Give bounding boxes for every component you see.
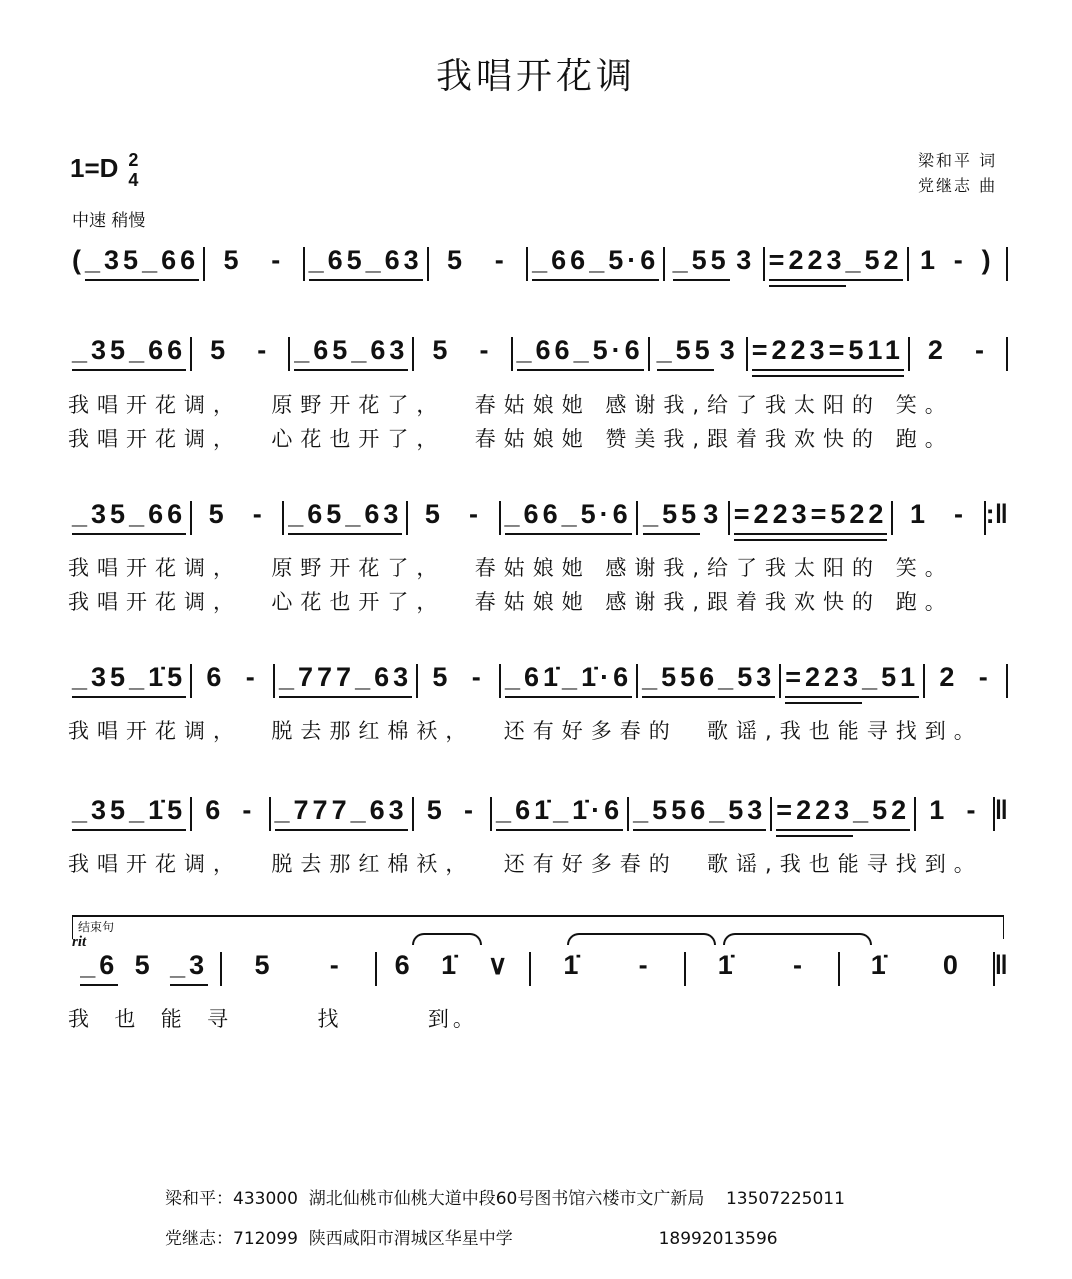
key-signature bbox=[70, 150, 138, 190]
note-group: =223 bbox=[785, 662, 862, 698]
note-group: - bbox=[245, 662, 259, 692]
measure bbox=[305, 245, 427, 281]
note-group: 5 bbox=[208, 499, 228, 529]
time-signature bbox=[128, 150, 138, 190]
note-group: 5 bbox=[432, 335, 452, 365]
note-group: _66 bbox=[142, 245, 199, 281]
note-group: _52 bbox=[853, 795, 910, 831]
note-group: 5 bbox=[432, 662, 452, 692]
end-barline: :‖ bbox=[985, 499, 1009, 529]
note-group: =223 bbox=[769, 245, 846, 281]
measure bbox=[840, 950, 992, 984]
note-group: _556 bbox=[642, 662, 718, 698]
note-group: - bbox=[966, 795, 980, 825]
staff-line bbox=[68, 335, 1008, 375]
measure bbox=[205, 245, 302, 279]
note-group: 6 bbox=[205, 795, 225, 825]
note-group: - bbox=[329, 950, 343, 980]
note-group: _35 bbox=[72, 795, 129, 831]
measure bbox=[68, 335, 190, 371]
measure bbox=[513, 335, 648, 371]
note-group: _35 bbox=[72, 335, 129, 371]
note-group: - bbox=[494, 245, 508, 275]
note-group: _3 bbox=[170, 950, 208, 986]
measure bbox=[501, 499, 636, 535]
note-group: _777 bbox=[275, 795, 351, 831]
note-group: _63 bbox=[355, 662, 412, 698]
note-group: _6 bbox=[80, 950, 118, 986]
note-group: - bbox=[974, 335, 988, 365]
note-group: _65 bbox=[309, 245, 366, 281]
note-group: - bbox=[479, 335, 493, 365]
note-group: 2 bbox=[939, 662, 959, 692]
measure bbox=[748, 335, 908, 371]
note-group: _35 bbox=[85, 245, 142, 281]
note-group: _5·6 bbox=[562, 499, 632, 535]
ending-label: 结束句 bbox=[78, 920, 115, 934]
tie-arc bbox=[412, 933, 482, 945]
staff-line bbox=[68, 499, 1008, 539]
staff-line bbox=[68, 795, 1008, 835]
ending-lyrics: 我 也 能 寻 找 到。 bbox=[68, 1007, 478, 1031]
note-group: 1̇ bbox=[441, 950, 461, 980]
song-title: 我唱开花调 bbox=[435, 56, 636, 97]
measure bbox=[492, 795, 627, 831]
note-group: _1̇·6 bbox=[553, 795, 623, 831]
note-group: - bbox=[953, 245, 967, 275]
measure bbox=[414, 795, 490, 829]
staff-line bbox=[68, 662, 1008, 702]
measure bbox=[501, 662, 636, 698]
bar-line bbox=[1006, 664, 1008, 698]
note-group: 5 bbox=[424, 499, 444, 529]
ts-top: 2 bbox=[128, 150, 139, 170]
note-group: _66 bbox=[517, 335, 574, 371]
note-group: _1̇5 bbox=[129, 795, 186, 831]
note-group: =223 bbox=[752, 335, 829, 371]
measure bbox=[781, 662, 923, 698]
measure bbox=[638, 499, 728, 535]
bar-line bbox=[1006, 247, 1008, 281]
note-group: 1̇ bbox=[870, 950, 890, 980]
staff-line bbox=[68, 245, 1008, 285]
measure bbox=[284, 499, 406, 535]
measure bbox=[377, 950, 529, 984]
note-group: _35 bbox=[72, 662, 129, 698]
measure bbox=[68, 950, 220, 986]
note-group: _61̇ bbox=[496, 795, 553, 831]
measure bbox=[638, 662, 779, 698]
note-group: 1 bbox=[919, 245, 939, 275]
measure bbox=[910, 335, 1006, 369]
measure bbox=[192, 795, 268, 829]
note-group: _556 bbox=[633, 795, 709, 831]
measure bbox=[68, 245, 203, 281]
note-group: - bbox=[471, 662, 485, 692]
key-text: 1=D bbox=[70, 152, 119, 183]
note-group: _63 bbox=[345, 499, 402, 535]
note-group: _66 bbox=[129, 335, 186, 371]
footer-contact-composer: 党继志：712099 陕西咸阳市渭城区华星中学 18992013596 bbox=[165, 1229, 778, 1249]
measure bbox=[528, 245, 663, 281]
footer-contact-lyricist: 梁和平：433000 湖北仙桃市仙桃大道中段60号图书馆六楼市文广新局 13507225011 bbox=[165, 1189, 845, 1209]
measure bbox=[414, 335, 510, 369]
note-group: _66 bbox=[505, 499, 562, 535]
note-group: 3 bbox=[703, 499, 723, 529]
staff-line bbox=[68, 950, 1008, 990]
note-group: 5 bbox=[447, 245, 467, 275]
note-group: _55 bbox=[657, 335, 714, 371]
lyrics-line: 我唱开花调， 脱去那红棉袄， 还有好多春的 歌谣,我也能寻找到。 bbox=[68, 719, 983, 743]
note-group: _5·6 bbox=[574, 335, 644, 371]
measure bbox=[408, 499, 498, 533]
note-group: _35 bbox=[72, 499, 129, 535]
end-barline: ‖ bbox=[994, 950, 1008, 980]
measure bbox=[772, 795, 914, 831]
note-group: =223 bbox=[734, 499, 811, 535]
note-group: 1 bbox=[929, 795, 949, 825]
lyrics-line: 我唱开花调， 心花也开了， 春姑娘她 感谢我,跟着我欢快的 跑。 bbox=[68, 590, 954, 614]
note-group: 5 bbox=[210, 335, 230, 365]
measure bbox=[686, 950, 838, 984]
measure bbox=[765, 245, 907, 281]
note-group: _5·6 bbox=[589, 245, 659, 281]
measure bbox=[650, 335, 746, 371]
end-barline: ‖ bbox=[994, 795, 1009, 825]
measure bbox=[665, 245, 762, 281]
note-group: 6 bbox=[206, 662, 226, 692]
measure bbox=[730, 499, 892, 535]
note-group: _63 bbox=[366, 245, 423, 281]
note-group: 5 bbox=[426, 795, 446, 825]
note-group: _65 bbox=[288, 499, 345, 535]
tie-arc bbox=[567, 933, 716, 945]
note-group: 5 bbox=[134, 950, 154, 980]
note-group: _63 bbox=[351, 335, 408, 371]
note-group: _777 bbox=[279, 662, 355, 698]
note-group: _53 bbox=[718, 662, 775, 698]
note-group: - bbox=[271, 245, 285, 275]
note-group: 3 bbox=[736, 245, 756, 275]
lyrics-line: 我唱开花调， 原野开花了， 春姑娘她 感谢我,给了我太阳的 笑。 bbox=[68, 556, 954, 580]
note-group: - bbox=[468, 499, 482, 529]
note-group: - bbox=[793, 950, 806, 980]
note-group: 1̇ bbox=[717, 950, 737, 980]
note-group: - bbox=[463, 795, 477, 825]
measure bbox=[68, 499, 190, 535]
lyrics-line: 我唱开花调， 原野开花了， 春姑娘她 感谢我,给了我太阳的 笑。 bbox=[68, 393, 954, 417]
note-group: - bbox=[242, 795, 256, 825]
note-group: =522 bbox=[811, 499, 888, 535]
lyricist-credit: 梁和平 词 bbox=[918, 151, 998, 170]
note-group: _55 bbox=[673, 245, 730, 281]
ritardando-marking: rit bbox=[72, 934, 87, 950]
note-group: - bbox=[978, 662, 992, 692]
measure bbox=[290, 335, 412, 371]
bar-line bbox=[1006, 337, 1008, 371]
measure bbox=[271, 795, 412, 831]
note-group: 5 bbox=[254, 950, 274, 980]
note-group: _53 bbox=[709, 795, 766, 831]
note-group: 2 bbox=[927, 335, 947, 365]
note-group: 1 bbox=[909, 499, 929, 529]
note-group: ∨ bbox=[487, 950, 512, 980]
note-group: _63 bbox=[351, 795, 408, 831]
measure bbox=[629, 795, 770, 831]
ts-bottom: 4 bbox=[128, 170, 139, 190]
note-group: _52 bbox=[846, 245, 903, 281]
lyrics-line: 我唱开花调， 心花也开了， 春姑娘她 赞美我,跟着我欢快的 跑。 bbox=[68, 427, 954, 451]
measure bbox=[68, 662, 190, 698]
measure bbox=[222, 950, 374, 984]
measure bbox=[418, 662, 499, 696]
measure bbox=[192, 335, 288, 369]
note-group: _1̇5 bbox=[129, 662, 186, 698]
note-group: 3 bbox=[719, 335, 739, 365]
note-group: _61̇ bbox=[505, 662, 562, 698]
note-group: _1̇·6 bbox=[562, 662, 632, 698]
note-group: - bbox=[638, 950, 652, 980]
note-group: _65 bbox=[294, 335, 351, 371]
tie-arc bbox=[723, 933, 872, 945]
measure bbox=[925, 662, 1006, 696]
note-group: 5 bbox=[223, 245, 243, 275]
measure bbox=[893, 499, 983, 533]
tempo-marking: 中速 稍慢 bbox=[72, 211, 146, 231]
lyrics-line: 我唱开花调， 脱去那红棉袄， 还有好多春的 歌谣,我也能寻找到。 bbox=[68, 852, 983, 876]
note-group: ( bbox=[72, 245, 85, 275]
note-group: _51 bbox=[862, 662, 919, 698]
measure bbox=[429, 245, 526, 279]
measure bbox=[192, 662, 273, 696]
measure bbox=[916, 795, 992, 829]
note-group: _55 bbox=[643, 499, 700, 535]
note-group: _66 bbox=[532, 245, 589, 281]
composer-credit: 党继志 曲 bbox=[918, 176, 998, 195]
measure bbox=[531, 950, 683, 984]
measure bbox=[68, 795, 190, 831]
measure bbox=[275, 662, 416, 698]
measure bbox=[909, 245, 1006, 279]
note-group: 0 bbox=[942, 950, 962, 980]
measure bbox=[192, 499, 282, 533]
note-group: - bbox=[257, 335, 271, 365]
note-group: 6 bbox=[394, 950, 414, 980]
note-group: =223 bbox=[776, 795, 853, 831]
note-group: ) bbox=[981, 245, 995, 275]
note-group: =511 bbox=[829, 335, 904, 371]
note-group: 1̇ bbox=[563, 950, 583, 980]
note-group: _66 bbox=[129, 499, 186, 535]
note-group: - bbox=[954, 499, 968, 529]
note-group: - bbox=[252, 499, 266, 529]
